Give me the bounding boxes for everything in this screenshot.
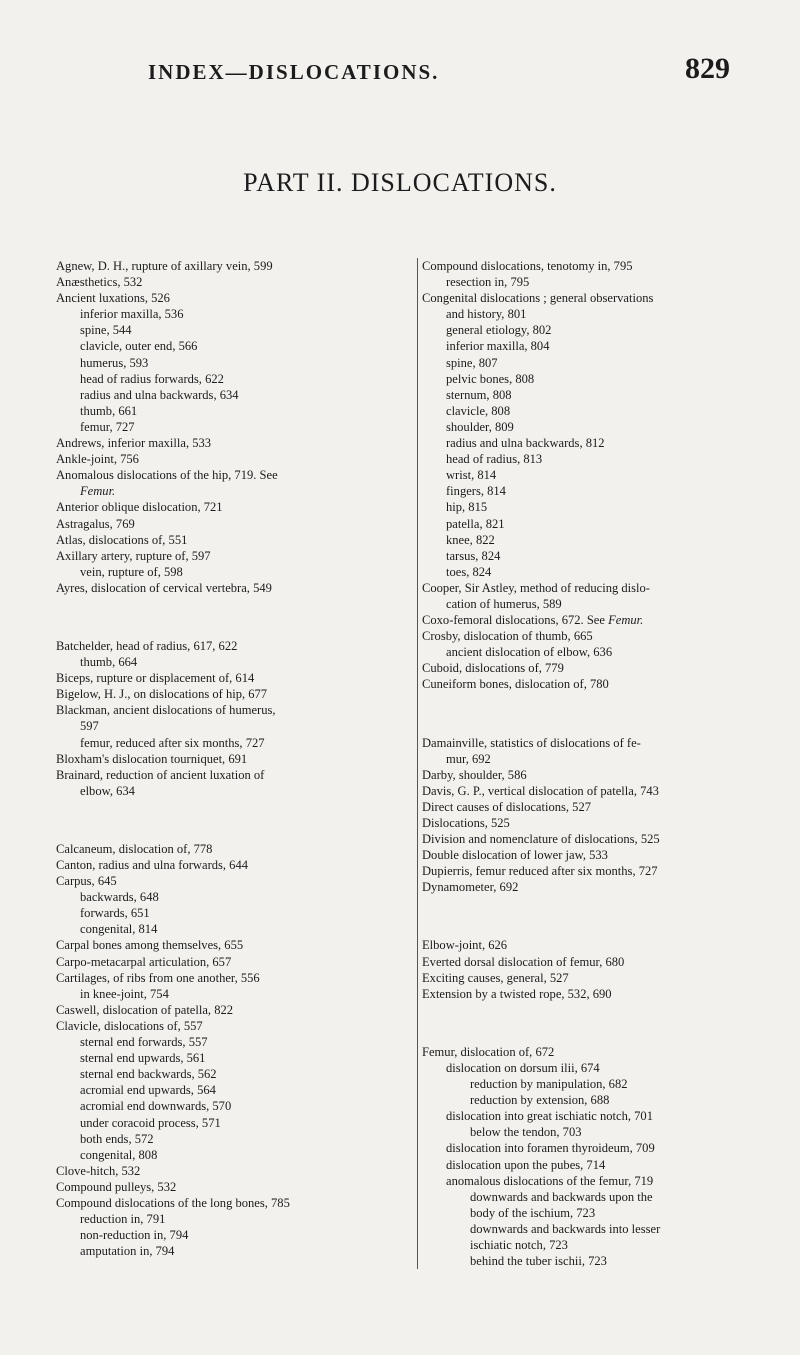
- section-gap: [422, 693, 777, 735]
- index-entry: Andrews, inferior maxilla, 533: [56, 436, 212, 451]
- index-continuation: 597: [80, 719, 99, 734]
- index-subentry: head of radius forwards, 622: [80, 371, 224, 386]
- page-number: 829: [685, 52, 730, 85]
- index-subentry: radius and ulna backwards, 812: [446, 436, 605, 451]
- index-subentry: both ends, 572: [80, 1131, 154, 1146]
- index-subentry: forwards, 651: [80, 906, 150, 921]
- index-subentry: shoulder, 809: [446, 419, 514, 434]
- index-subentry: femur, 727: [80, 419, 135, 434]
- section-gap: [422, 1002, 777, 1044]
- index-entry: Clavicle, dislocations of, 557: [56, 1018, 203, 1033]
- index-column-right: [417, 258, 777, 1269]
- index-subentry: sternal end upwards, 561: [80, 1051, 206, 1066]
- index-continuation: [56, 483, 411, 499]
- index-subentry: in knee-joint, 754: [80, 986, 169, 1001]
- index-entry: Cuboid, dislocations of, 779: [422, 661, 564, 676]
- index-subentry: inferior maxilla, 536: [80, 307, 184, 322]
- index-continuation: cation of humerus, 589: [446, 596, 562, 611]
- index-subentry: knee, 822: [446, 532, 495, 547]
- index-subentry: reduction by manipulation, 682: [470, 1077, 628, 1092]
- index-entry: Congenital dislocations ; general observations: [422, 291, 654, 306]
- index-subentry: acromial end downwards, 570: [80, 1099, 232, 1114]
- index-subentry: dislocation into foramen thyroideum, 709: [446, 1141, 655, 1156]
- index-subentry: ancient dislocation of elbow, 636: [446, 645, 613, 660]
- index-entry: [422, 612, 777, 628]
- section-gap: [56, 799, 411, 841]
- index-subentry: dislocation on dorsum ilii, 674: [446, 1060, 600, 1075]
- index-entry: Darby, shoulder, 586: [422, 767, 527, 782]
- index-entry: Femur, dislocation of, 672: [422, 1044, 555, 1059]
- index-subentry: downwards and backwards upon the: [470, 1189, 653, 1204]
- index-entry: Dislocations, 525: [422, 816, 510, 830]
- index-subentry: thumb, 661: [80, 403, 138, 418]
- running-head: INDEX—DISLOCATIONS.: [148, 60, 440, 84]
- index-subentry: vein, rupture of, 598: [80, 564, 183, 579]
- index-subentry: clavicle, 808: [446, 403, 511, 418]
- index-entry: Everted dorsal dislocation of femur, 680: [422, 954, 625, 969]
- index-subentry: tarsus, 824: [446, 548, 501, 563]
- index-entry: Dupierris, femur reduced after six months, 727: [422, 864, 658, 879]
- index-entry: Elbow-joint, 626: [422, 938, 508, 953]
- index-entry: Cuneiform bones, dislocation of, 780: [422, 677, 609, 692]
- index-entry: Exciting causes, general, 527: [422, 970, 569, 985]
- index-subentry: sternal end forwards, 557: [80, 1035, 208, 1050]
- index-subentry: hip, 815: [446, 500, 488, 515]
- index-subentry: non-reduction in, 794: [80, 1228, 189, 1243]
- index-subentry: spine, 807: [446, 355, 498, 370]
- index-entry: Damainville, statistics of dislocations of fe-: [422, 735, 641, 750]
- index-subentry: under coracoid process, 571: [80, 1115, 221, 1130]
- cross-reference: Femur.: [608, 613, 644, 628]
- index-subentry: general etiology, 802: [446, 323, 552, 338]
- index-entry: Canton, radius and ulna forwards, 644: [56, 858, 248, 872]
- index-subentry: dislocation into great ischiatic notch, 701: [446, 1109, 653, 1124]
- index-subentry: congenital, 814: [80, 922, 158, 937]
- index-subentry: acromial end upwards, 564: [80, 1083, 216, 1098]
- index-entry: Davis, G. P., vertical dislocation of patella, 743: [422, 783, 659, 798]
- index-entry: Blackman, ancient dislocations of humerus,: [56, 703, 276, 718]
- index-entry: Compound dislocations of the long bones, 785: [56, 1195, 290, 1210]
- index-subentry: congenital, 808: [80, 1147, 158, 1162]
- section-gap: [56, 596, 411, 638]
- index-entry: Calcaneum, dislocation of, 778: [56, 841, 213, 856]
- index-subentry: thumb, 664: [80, 655, 138, 670]
- index-subentry: downwards and backwards into lesser: [470, 1221, 661, 1236]
- index-entry: Division and nomenclature of dislocations, 525: [422, 832, 660, 847]
- index-subentry: spine, 544: [80, 323, 132, 338]
- index-subentry: patella, 821: [446, 516, 505, 531]
- index-entry-text: Coxo-femoral dislocations, 672. See: [422, 613, 605, 628]
- index-column-left: [56, 258, 411, 1259]
- index-entry: Double dislocation of lower jaw, 533: [422, 848, 608, 863]
- index-subentry: wrist, 814: [446, 468, 497, 483]
- index-continuation: body of the ischium, 723: [470, 1205, 596, 1220]
- index-entry: Axillary artery, rupture of, 597: [56, 548, 211, 563]
- index-subentry: amputation in, 794: [80, 1244, 175, 1259]
- index-entry: Biceps, rupture or displacement of, 614: [56, 671, 255, 686]
- index-subentry: pelvic bones, 808: [446, 371, 535, 386]
- index-entry: Clove-hitch, 532: [56, 1163, 141, 1178]
- index-entry: Ancient luxations, 526: [56, 291, 170, 306]
- index-continuation: elbow, 634: [80, 783, 135, 798]
- part-title: PART II. DISLOCATIONS.: [243, 168, 557, 197]
- index-entry: Astragalus, 769: [56, 516, 135, 531]
- index-entry: Agnew, D. H., rupture of axillary vein, 599: [56, 259, 273, 273]
- index-continuation: mur, 692: [446, 751, 491, 766]
- index-entry: Carpo-metacarpal articulation, 657: [56, 954, 232, 969]
- index-entry: Batchelder, head of radius, 617, 622: [56, 638, 238, 653]
- index-subentry: clavicle, outer end, 566: [80, 339, 198, 354]
- index-entry: Compound pulleys, 532: [56, 1179, 177, 1194]
- index-subentry: resection in, 795: [446, 275, 530, 290]
- index-entry: Bloxham's dislocation tourniquet, 691: [56, 751, 248, 766]
- section-gap: [422, 895, 777, 937]
- index-subentry: femur, reduced after six months, 727: [80, 735, 265, 750]
- index-subentry: fingers, 814: [446, 484, 506, 499]
- index-subentry: humerus, 593: [80, 355, 149, 370]
- index-entry: Direct causes of dislocations, 527: [422, 799, 591, 814]
- index-entry: Atlas, dislocations of, 551: [56, 532, 188, 547]
- index-subentry: below the tendon, 703: [470, 1125, 582, 1140]
- index-entry: Anterior oblique dislocation, 721: [56, 500, 223, 515]
- index-entry: Cooper, Sir Astley, method of reducing dislo-: [422, 580, 650, 595]
- index-subentry: head of radius, 813: [446, 452, 543, 467]
- index-entry: Ankle-joint, 756: [56, 452, 139, 467]
- index-subentry: radius and ulna backwards, 634: [80, 387, 239, 402]
- index-subentry: inferior maxilla, 804: [446, 339, 550, 354]
- index-entry: Cartilages, of ribs from one another, 556: [56, 970, 260, 985]
- index-subentry: reduction by extension, 688: [470, 1093, 610, 1108]
- index-continuation: and history, 801: [446, 307, 527, 322]
- index-entry: Brainard, reduction of ancient luxation of: [56, 767, 265, 782]
- index-entry: Anomalous dislocations of the hip, 719. See: [56, 468, 278, 483]
- index-entry: Crosby, dislocation of thumb, 665: [422, 629, 593, 644]
- index-entry: Anæsthetics, 532: [56, 275, 143, 290]
- index-entry: Bigelow, H. J., on dislocations of hip, 677: [56, 687, 268, 702]
- index-subentry: dislocation upon the pubes, 714: [446, 1157, 606, 1172]
- index-continuation: ischiatic notch, 723: [470, 1237, 568, 1252]
- index-subentry: behind the tuber ischii, 723: [470, 1254, 607, 1269]
- index-entry: Extension by a twisted rope, 532, 690: [422, 986, 612, 1001]
- index-entry: Carpal bones among themselves, 655: [56, 938, 244, 953]
- index-entry: Dynamometer, 692: [422, 880, 519, 895]
- index-subentry: sternum, 808: [446, 387, 512, 402]
- index-entry: Carpus, 645: [56, 874, 117, 889]
- index-subentry: toes, 824: [446, 564, 492, 579]
- index-entry: Compound dislocations, tenotomy in, 795: [422, 259, 633, 273]
- index-subentry: anomalous dislocations of the femur, 719: [446, 1173, 654, 1188]
- index-subentry: reduction in, 791: [80, 1212, 166, 1227]
- index-entry: Ayres, dislocation of cervical vertebra, 549: [56, 580, 272, 595]
- cross-reference: Femur.: [80, 484, 116, 499]
- index-entry: Caswell, dislocation of patella, 822: [56, 1002, 234, 1017]
- index-subentry: backwards, 648: [80, 890, 159, 905]
- index-subentry: sternal end backwards, 562: [80, 1067, 217, 1082]
